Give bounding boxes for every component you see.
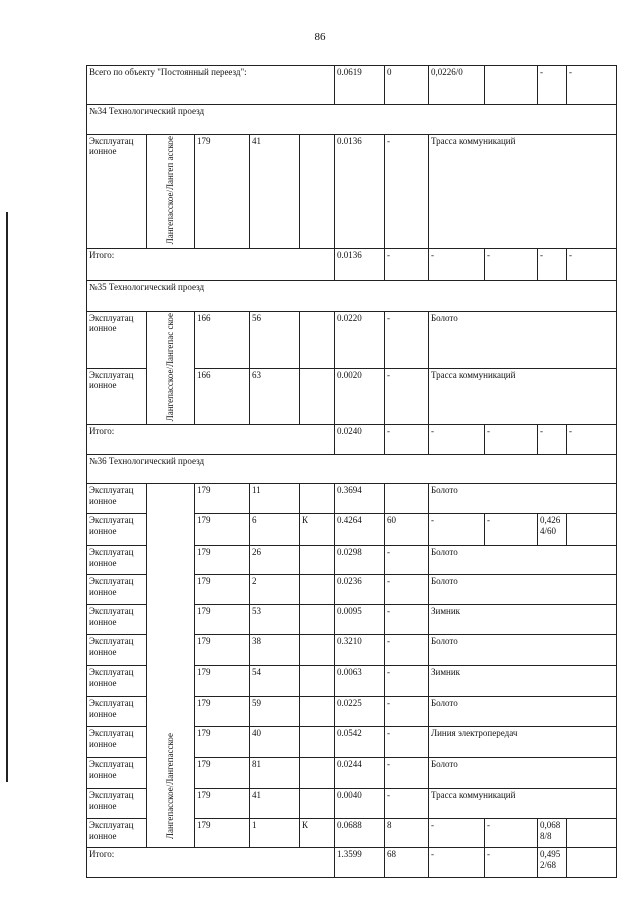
category [300, 546, 335, 575]
section-35-title: №35 Технологический проезд [87, 280, 617, 311]
usage-type: Эксплуатац ионное [87, 605, 147, 635]
object-total-c10: - [538, 66, 567, 105]
plot: 40 [250, 727, 300, 758]
area: 0.0136 [335, 135, 385, 249]
total-c11: - [567, 425, 617, 455]
category [300, 697, 335, 727]
quarter: 179 [195, 758, 250, 789]
area: 0.0688 [335, 819, 385, 848]
area: 0.0225 [335, 697, 385, 727]
c7: - [385, 727, 429, 758]
plot: 11 [250, 484, 300, 514]
category [300, 789, 335, 819]
area: 0.4264 [335, 514, 385, 546]
c11 [567, 514, 617, 546]
area: 0.0236 [335, 575, 385, 605]
object-total-row [87, 66, 617, 105]
land-type: Болото [429, 546, 617, 575]
c7: - [385, 605, 429, 635]
quarter: 179 [195, 135, 250, 249]
c11 [567, 819, 617, 848]
c7: - [385, 368, 429, 425]
quarter: 179 [195, 727, 250, 758]
section-35-header [87, 280, 617, 311]
total-c10: 0,495 2/68 [538, 848, 567, 878]
c7: - [385, 635, 429, 666]
c8: - [429, 819, 485, 848]
area: 0.0040 [335, 789, 385, 819]
category: К [300, 514, 335, 546]
total-c9: - [485, 425, 538, 455]
category [300, 311, 335, 368]
total-c9: - [485, 848, 538, 878]
total-c8: - [429, 248, 485, 280]
section-35-total-row [87, 425, 617, 455]
object-total-c7: 0 [385, 66, 429, 105]
usage-type: Эксплуатац ионное [87, 666, 147, 697]
land-type: Линия электропередач [429, 727, 617, 758]
c7 [385, 484, 429, 514]
section-36-title: №36 Технологический проезд [87, 455, 617, 484]
quarter: 179 [195, 575, 250, 605]
district [147, 484, 195, 848]
c7: - [385, 575, 429, 605]
c7: - [385, 546, 429, 575]
usage-type: Эксплуатац ионное [87, 697, 147, 727]
plot: 54 [250, 666, 300, 697]
c7: 8 [385, 819, 429, 848]
total-c7: - [385, 248, 429, 280]
land-type: Болото [429, 697, 617, 727]
category [300, 727, 335, 758]
total-label: Итого: [87, 248, 335, 280]
plot: 2 [250, 575, 300, 605]
table-row [87, 484, 617, 514]
c7: - [385, 789, 429, 819]
land-type: Трасса коммуникаций [429, 368, 617, 425]
usage-type: Эксплуатац ионное [87, 484, 147, 514]
table-row [87, 135, 617, 249]
plot: 38 [250, 635, 300, 666]
total-c10: - [538, 425, 567, 455]
quarter: 179 [195, 546, 250, 575]
plot: 81 [250, 758, 300, 789]
district-label: Лангепасское/Лангепас ское [164, 312, 175, 422]
land-type: Трасса коммуникаций [429, 789, 617, 819]
category [300, 575, 335, 605]
plot: 6 [250, 514, 300, 546]
district [147, 311, 195, 425]
section-36-header [87, 455, 617, 484]
quarter: 179 [195, 666, 250, 697]
c10: 0,068 8/8 [538, 819, 567, 848]
category [300, 666, 335, 697]
area: 0.0063 [335, 666, 385, 697]
category: К [300, 819, 335, 848]
area: 0.0095 [335, 605, 385, 635]
total-c8: - [429, 848, 485, 878]
usage-type: Эксплуатац ионное [87, 789, 147, 819]
plot: 1 [250, 819, 300, 848]
land-type: Зимник [429, 605, 617, 635]
usage-type: Эксплуатац ионное [87, 758, 147, 789]
plot: 41 [250, 135, 300, 249]
total-c10: - [538, 248, 567, 280]
land-type: Трасса коммуникаций [429, 135, 617, 249]
object-total-c8: 0,0226/0 [429, 66, 485, 105]
total-label: Итого: [87, 425, 335, 455]
district-label: Лангепасское/Лангепасское [164, 732, 175, 840]
category [300, 605, 335, 635]
total-c9: - [485, 248, 538, 280]
c9: - [485, 819, 538, 848]
land-type: Зимник [429, 666, 617, 697]
total-c11 [567, 848, 617, 878]
category [300, 368, 335, 425]
total-area: 1.3599 [335, 848, 385, 878]
quarter: 179 [195, 697, 250, 727]
plot: 56 [250, 311, 300, 368]
land-type: Болото [429, 758, 617, 789]
area: 0.3210 [335, 635, 385, 666]
object-total-label: Всего по объекту "Постоянный переезд": [87, 66, 335, 105]
usage-type: Эксплуатац ионное [87, 575, 147, 605]
c7: - [385, 135, 429, 249]
plot: 63 [250, 368, 300, 425]
plot: 26 [250, 546, 300, 575]
quarter: 166 [195, 311, 250, 368]
land-type: Болото [429, 575, 617, 605]
section-34-header [87, 105, 617, 135]
section-34-title: №34 Технологический проезд [87, 105, 617, 135]
c10: 0,426 4/60 [538, 514, 567, 546]
usage-type: Эксплуатац ионное [87, 819, 147, 848]
usage-type: Эксплуатац ионное [87, 727, 147, 758]
quarter: 179 [195, 514, 250, 546]
category [300, 758, 335, 789]
scan-margin-line [6, 212, 8, 782]
plot: 59 [250, 697, 300, 727]
total-c7: 68 [385, 848, 429, 878]
total-c8: - [429, 425, 485, 455]
total-area: 0.0136 [335, 248, 385, 280]
area: 0.3694 [335, 484, 385, 514]
usage-type: Эксплуатац ионное [87, 514, 147, 546]
plot: 41 [250, 789, 300, 819]
usage-type: Эксплуатац ионное [87, 546, 147, 575]
land-type: Болото [429, 484, 617, 514]
area: 0.0244 [335, 758, 385, 789]
c7: - [385, 758, 429, 789]
category [300, 135, 335, 249]
quarter: 179 [195, 484, 250, 514]
section-34-total-row [87, 248, 617, 280]
usage-type: Эксплуатац ионное [87, 635, 147, 666]
total-label: Итого: [87, 848, 335, 878]
area: 0.0020 [335, 368, 385, 425]
total-c7: - [385, 425, 429, 455]
area: 0.0542 [335, 727, 385, 758]
c7: - [385, 666, 429, 697]
land-type: Болото [429, 635, 617, 666]
c9: - [485, 514, 538, 546]
section-36-total-row [87, 848, 617, 878]
object-total-c11: - [567, 66, 617, 105]
usage-type: Эксплуатац ионное [87, 311, 147, 368]
land-allocation-table [86, 65, 617, 878]
land-type: Болото [429, 311, 617, 368]
usage-type: Эксплуатац ионное [87, 135, 147, 249]
category [300, 635, 335, 666]
area: 0.0298 [335, 546, 385, 575]
total-c11: - [567, 248, 617, 280]
quarter: 179 [195, 819, 250, 848]
district-label: Лангепасское/Лангеп асское [164, 136, 175, 245]
c7: - [385, 311, 429, 368]
quarter: 179 [195, 789, 250, 819]
c7: - [385, 697, 429, 727]
plot: 53 [250, 605, 300, 635]
total-area: 0.0240 [335, 425, 385, 455]
c8: - [429, 514, 485, 546]
quarter: 166 [195, 368, 250, 425]
category [300, 484, 335, 514]
object-total-c9 [485, 66, 538, 105]
object-total-area: 0.0619 [335, 66, 385, 105]
quarter: 179 [195, 635, 250, 666]
district [147, 135, 195, 249]
c7: 60 [385, 514, 429, 546]
quarter: 179 [195, 605, 250, 635]
area: 0.0220 [335, 311, 385, 368]
table-row [87, 311, 617, 368]
page-number: 86 [314, 31, 326, 43]
usage-type: Эксплуатац ионное [87, 368, 147, 425]
